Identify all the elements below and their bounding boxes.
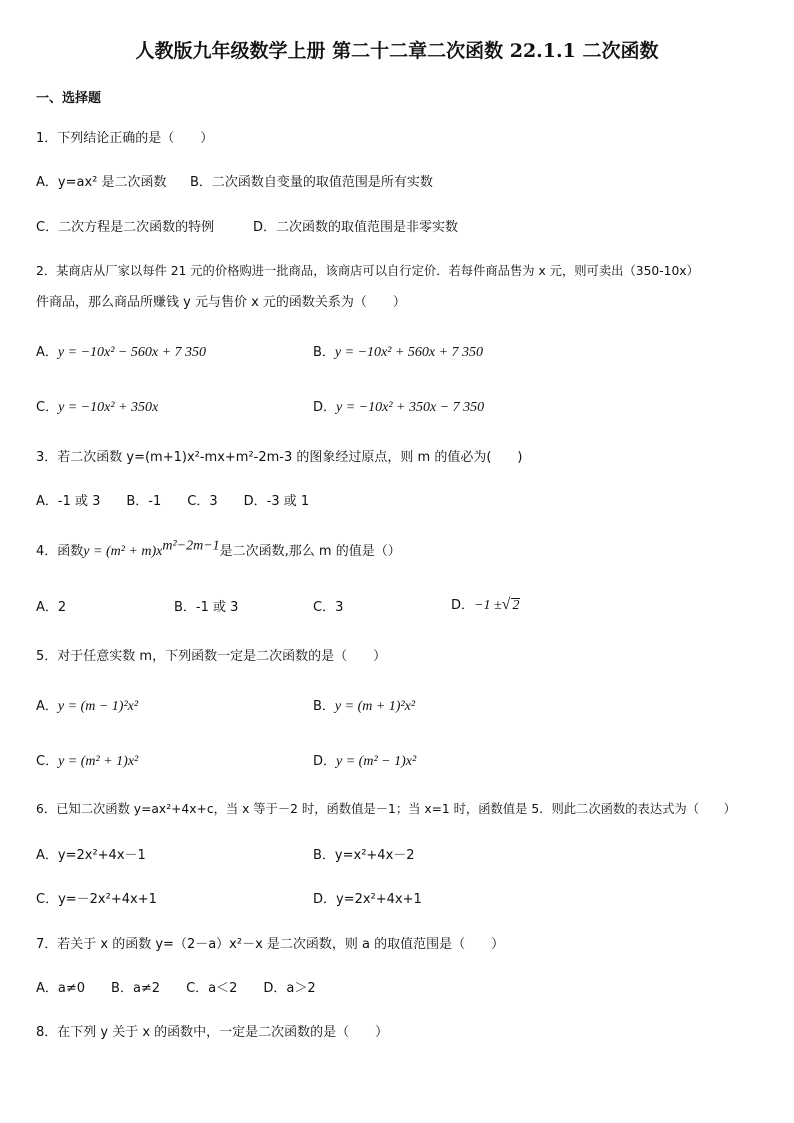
question-4-option-c: C．3 [313,600,344,615]
question-4-option-a: A．2 [36,600,67,615]
option-label: C． [36,754,59,769]
question-1-option-d: D．二次函数的取值范围是非零实数 [253,220,459,235]
question-4-stem [36,540,401,560]
option-label: B． [313,699,335,714]
question-3-stem: 3．若二次函数 y=(m+1)x²-mx+m²-2m-3 的图象经过原点，则 m 的值必为( ) [36,450,523,465]
question-4-option-b: B．-1 或 3 [174,600,239,615]
option-formula: y = (m² − 1)x² [336,754,417,769]
question-2-option-a [36,341,206,361]
option-formula: y = −10x² + 350x [58,400,159,415]
stem-suffix: 是二次函数,那么 m 的值是（） [219,544,401,559]
question-7-options: A．a≠0 B．a≠2 C．a＜2 D．a＞2 [36,981,316,996]
question-3-options: A．-1 或 3 B．-1 C．3 D．-3 或 1 [36,494,310,509]
question-8-stem: 8．在下列 y 关于 x 的函数中，一定是二次函数的是（ ） [36,1025,389,1040]
question-7-stem: 7．若关于 x 的函数 y=（2－a）x²－x 是二次函数，则 a 的取值范围是（ ） [36,937,505,952]
option-formula: y = −10x² + 350x − 7 350 [336,400,485,415]
question-5-option-c [36,750,138,770]
question-2-stem-line2: 件商品，那么商品所赚钱 y 元与售价 x 元的函数关系为（ ） [36,295,406,310]
stem-exponent: m²−2m−1 [162,538,220,554]
stem-formula: y = (m² + m)x [83,544,163,559]
question-2-stem-line1: 2．某商店从厂家以每件 21 元的价格购进一批商品，该商店可以自行定价．若每件商品售为 x 元，则可卖出（350-10x） [36,264,699,278]
question-6-option-b: B．y=x²+4x－2 [313,848,415,863]
option-label: C． [36,400,59,415]
option-formula: y = (m + 1)²x² [334,699,416,714]
stem-prefix: 4．函数 [36,544,84,559]
option-formula: y = (m² + 1)x² [58,754,139,769]
option-label: B． [313,345,335,360]
question-2-option-b [313,341,483,361]
option-formula: y = −10x² − 560x + 7 350 [57,345,207,360]
question-1-option-c: C．二次方程是二次函数的特例 [36,220,215,235]
sqrt-radicand: 2 [512,598,520,613]
option-label: A． [36,699,58,714]
question-5-option-b [313,695,415,715]
question-6-option-d: D．y=2x²+4x+1 [313,892,422,907]
question-5-option-a [36,695,138,715]
option-formula: y = (m − 1)²x² [57,699,139,714]
question-6-stem: 6．已知二次函数 y=ax²+4x+c，当 x 等于－2 时，函数值是－1；当 x=1 时，函数值是 5．则此二次函数的表达式为（ ） [36,802,736,816]
option-formula: −1 ± [474,598,502,613]
question-6-option-c: C．y=－2x²+4x+1 [36,892,157,907]
option-label: A． [36,345,58,360]
option-label: D． [313,400,337,415]
question-5-option-d [313,750,416,770]
option-formula: y = −10x² + 560x + 7 350 [334,345,484,360]
question-2-option-d [313,396,484,416]
question-4-option-d [451,594,520,614]
option-label: D． [451,598,475,613]
question-1-stem: 1．下列结论正确的是（ ） [36,131,214,146]
question-2-option-c [36,396,158,416]
question-5-stem: 5．对于任意实数 m，下列函数一定是二次函数的是（ ） [36,649,387,664]
question-6-option-a: A．y=2x²+4x－1 [36,848,146,863]
option-label: D． [313,754,337,769]
section-heading: 一、选择题 [36,91,102,106]
question-1-option-b: B．二次函数自变量的取值范围是所有实数 [190,175,433,190]
sqrt-radical-icon: √ [501,596,511,613]
question-1-option-a: A．y=ax² 是二次函数 [36,175,167,190]
document-title: 人教版九年级数学上册 第二十二章二次函数 22.1.1 二次函数 [135,40,659,62]
